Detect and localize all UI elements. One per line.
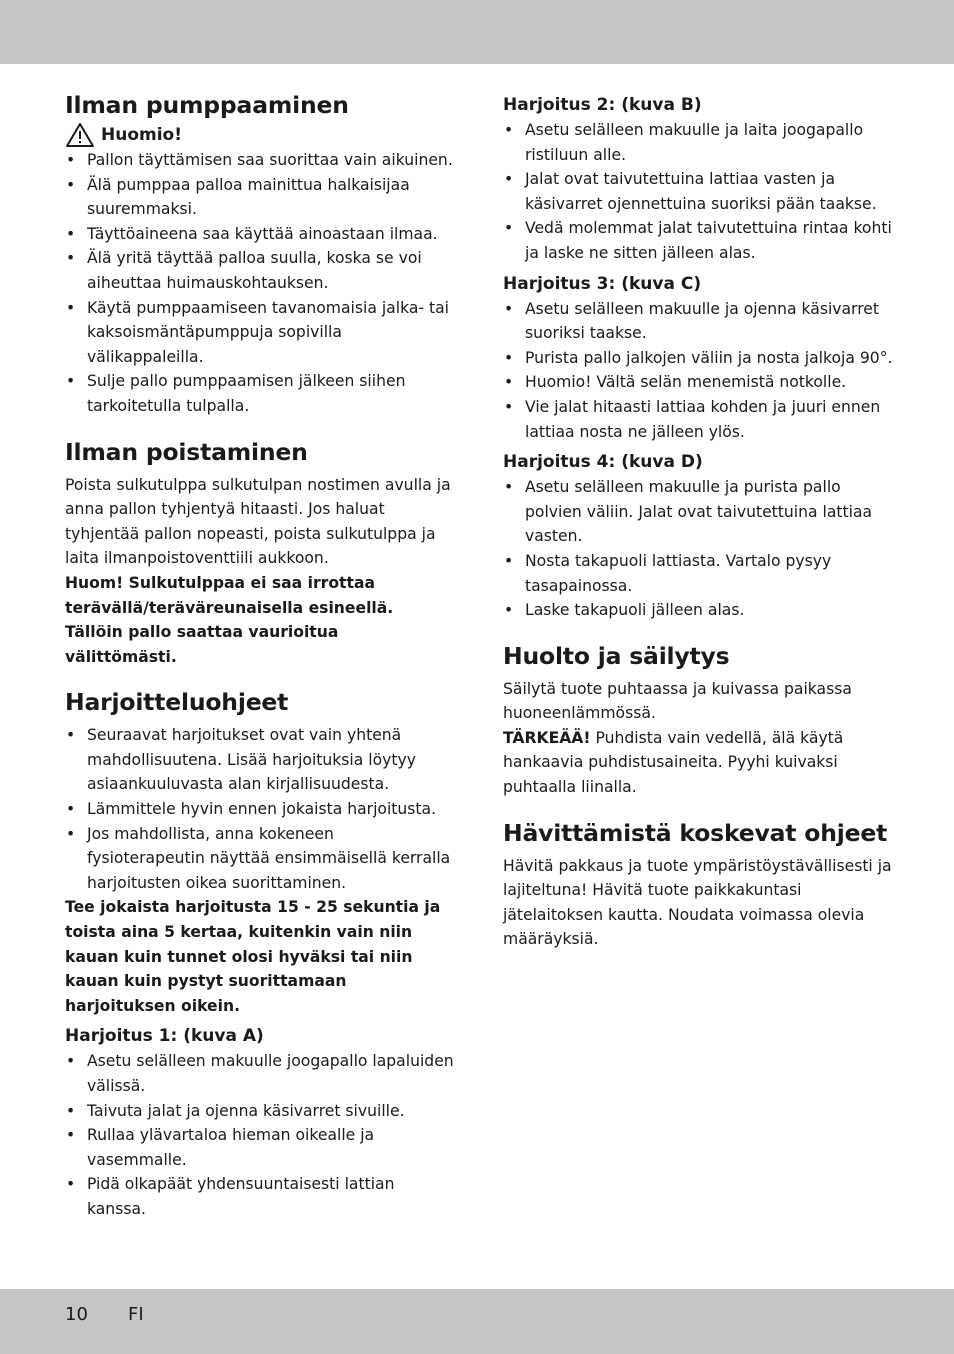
list-item: • Pallon täyttämisen saa suorittaa vain aikuinen. [65, 148, 455, 173]
language-code: FI [128, 1304, 144, 1325]
list-item: • Lämmittele hyvin ennen jokaista harjoitusta. [65, 797, 455, 822]
important-label: TÄRKEÄÄ! [503, 728, 591, 747]
deflation-warning: Huom! Sulkutulppaa ei saa irrottaa terävällä/teräväreunaisella esineellä. Tällöin pallo saattaa vaurioitua välittömästi. [65, 573, 394, 666]
exercise-4-title: Harjoitus 4: (kuva D) [503, 452, 703, 473]
right-column [503, 93, 893, 952]
list-item: • Laske takapuoli jälleen alas. [503, 598, 893, 623]
list-item: • Asetu selälleen makuulle joogapallo lapaluiden välissä. [65, 1049, 455, 1098]
header-bar [0, 0, 954, 64]
care-paragraph: Säilytä tuote puhtaassa ja kuivassa paikassa huoneenlämmössä. [503, 679, 852, 723]
list-item: • Rullaa ylävartaloa hieman oikealle ja vasemmalle. [65, 1123, 455, 1172]
list-item: • Älä pumppaa palloa mainittua halkaisijaa suuremmaksi. [65, 173, 455, 222]
exercise-4-list [503, 475, 893, 623]
list-item: • Jos mahdollista, anna kokeneen fysioterapeutin näyttää ensimmäisellä kerralla harjoitusten oikea suorittaminen. [65, 822, 455, 896]
section-title-exercise-guide: Harjoitteluohjeet [65, 688, 289, 717]
list-item: • Seuraavat harjoitukset ovat vain yhtenä mahdollisuutena. Lisää harjoituksia löytyy asiaankuuluvasta alan kirjallisuudesta. [65, 723, 455, 797]
page-number: 10 [65, 1304, 88, 1325]
list-item: • Älä yritä täyttää palloa suulla, koska se voi aiheuttaa huimauskohtauksen. [65, 246, 455, 295]
warning-triangle-icon [65, 122, 95, 148]
list-item: • Asetu selälleen makuulle ja ojenna käsivarret suoriksi taakse. [503, 297, 893, 346]
deflation-paragraph: Poista sulkutulppa sulkutulpan nostimen avulla ja anna pallon tyhjentyä hitaasti. Jos haluat tyhjentää pallon nopeasti, poista sulkutulppa ja laita ilmanpoistoventtiili aukkoon. [65, 475, 451, 568]
list-item: • Huomio! Vältä selän menemistä notkolle. [503, 370, 893, 395]
section-title-inflation: Ilman pumppaaminen [65, 91, 349, 119]
list-item: • Pidä olkapäät yhdensuuntaisesti lattian kanssa. [65, 1172, 455, 1221]
exercise-1-title: Harjoitus 1: (kuva A) [65, 1026, 264, 1047]
exercise-1-list [65, 1049, 455, 1221]
list-item: • Taivuta jalat ja ojenna käsivarret sivuille. [65, 1099, 455, 1124]
list-item: • Purista pallo jalkojen väliin ja nosta jalkoja 90°. [503, 346, 893, 371]
list-item: • Asetu selälleen makuulle ja laita joogapallo ristiluun alle. [503, 118, 893, 167]
exercise-repetition-note: Tee jokaista harjoitusta 15 - 25 sekuntia ja toista aina 5 kertaa, kuitenkin vain niin kauan kuin tunnet olosi hyväksi tai niin kauan kuin pystyt suorittamaan harjoituksen oikein. [65, 898, 441, 1015]
list-item: • Nosta takapuoli lattiasta. Vartalo pysyy tasapainossa. [503, 549, 893, 598]
disposal-paragraph: Hävitä pakkaus ja tuote ympäristöystävällisesti ja lajiteltuna! Hävitä tuote paikkakuntasi jätelaitoksen kautta. Noudata voimassa olevia määräyksiä. [503, 856, 892, 949]
exercise-3-list [503, 297, 893, 445]
section-title-care: Huolto ja säilytys [503, 641, 730, 670]
list-item: • Asetu selälleen makuulle ja purista pallo polvien väliin. Jalat ovat taivutettuina lattiaa vasten. [503, 475, 893, 549]
warning-notice [65, 122, 455, 148]
care-important [503, 726, 893, 800]
exercise-guide-list [65, 723, 455, 895]
section-title-deflation: Ilman poistaminen [65, 437, 308, 466]
list-item: • Jalat ovat taivutettuina lattiaa vasten ja käsivarret ojennettuina suoriksi pään taakse. [503, 167, 893, 216]
list-item: • Täyttöaineena saa käyttää ainoastaan ilmaa. [65, 222, 455, 247]
section-title-disposal: Hävittämistä koskevat ohjeet [503, 818, 888, 847]
list-item: • Käytä pumppaamiseen tavanomaisia jalka- tai kaksoismäntäpumppuja sopivilla välikappaleilla. [65, 296, 455, 370]
left-column [65, 90, 455, 1222]
important-text: Puhdista vain vedellä, älä käytä hankaavia puhdistusaineita. Pyyhi kuivaksi puhtaalla liinalla. [503, 728, 844, 797]
warning-label: Huomio! [101, 124, 182, 145]
inflation-list [65, 148, 455, 419]
list-item: • Sulje pallo pumppaamisen jälkeen siihen tarkoitetulla tulpalla. [65, 369, 455, 418]
list-item: • Vie jalat hitaasti lattiaa kohden ja juuri ennen lattiaa nosta ne jälleen ylös. [503, 395, 893, 444]
list-item: • Vedä molemmat jalat taivutettuina rintaa kohti ja laske ne sitten jälleen alas. [503, 216, 893, 265]
exercise-3-title: Harjoitus 3: (kuva C) [503, 273, 702, 294]
exercise-2-title: Harjoitus 2: (kuva B) [503, 95, 702, 115]
exercise-2-list [503, 118, 893, 266]
